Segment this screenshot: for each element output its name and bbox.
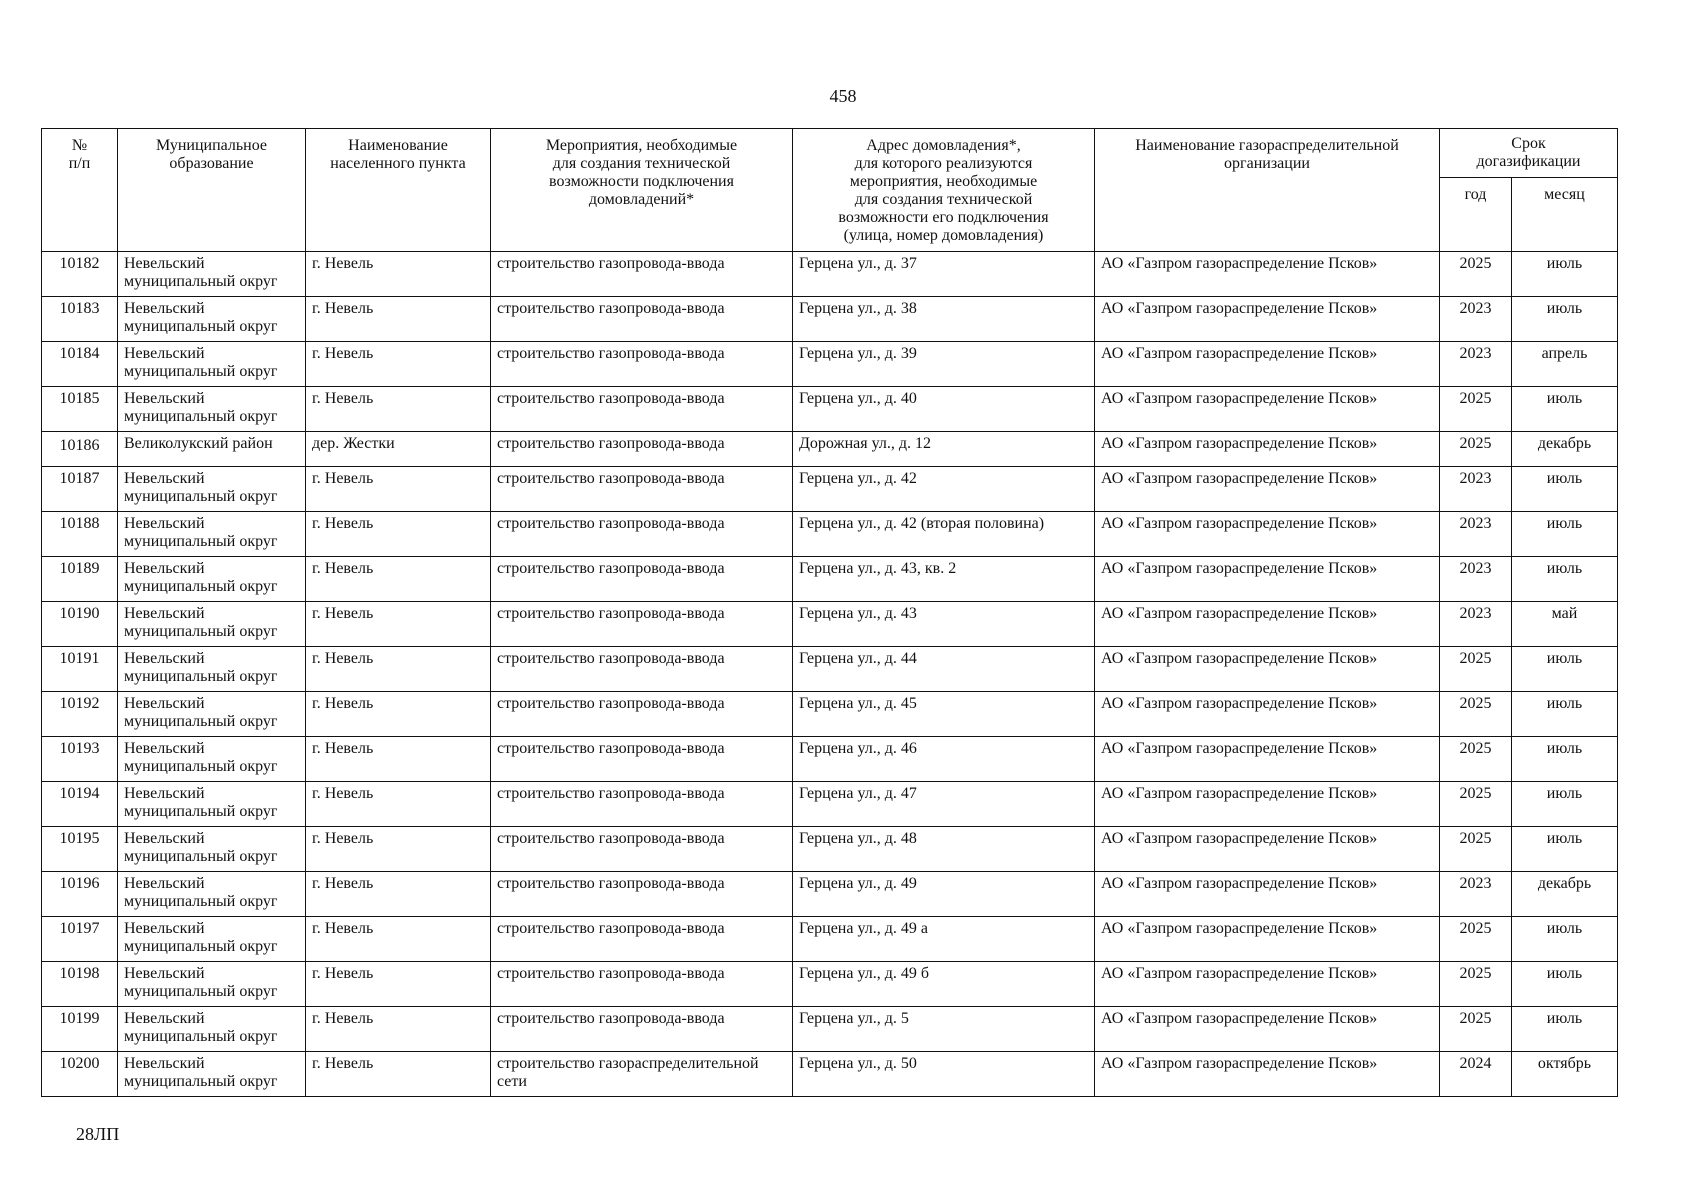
cell-address: Герцена ул., д. 46 bbox=[793, 737, 1095, 782]
cell-settlement: г. Невель bbox=[306, 872, 491, 917]
table-row bbox=[42, 872, 1618, 917]
header-measures: Мероприятия, необходимые для создания технической возможности подключения домовладений* bbox=[491, 129, 793, 252]
table-row bbox=[42, 297, 1618, 342]
gasification-table bbox=[41, 128, 1618, 1097]
cell-municipality: Невельский муниципальный округ bbox=[118, 1052, 306, 1097]
cell-year: 2023 bbox=[1440, 512, 1512, 557]
cell-month: апрель bbox=[1512, 342, 1618, 387]
cell-gas-org: АО «Газпром газораспределение Псков» bbox=[1095, 297, 1440, 342]
table-row bbox=[42, 1052, 1618, 1097]
cell-year: 2023 bbox=[1440, 297, 1512, 342]
cell-address: Герцена ул., д. 42 (вторая половина) bbox=[793, 512, 1095, 557]
cell-gas-org: АО «Газпром газораспределение Псков» bbox=[1095, 827, 1440, 872]
cell-gas-org: АО «Газпром газораспределение Псков» bbox=[1095, 1052, 1440, 1097]
cell-municipality: Невельский муниципальный округ bbox=[118, 602, 306, 647]
cell-settlement: г. Невель bbox=[306, 387, 491, 432]
cell-municipality: Невельский муниципальный округ bbox=[118, 647, 306, 692]
cell-address: Герцена ул., д. 43, кв. 2 bbox=[793, 557, 1095, 602]
cell-num: 10193 bbox=[42, 737, 118, 782]
cell-municipality: Невельский муниципальный округ bbox=[118, 962, 306, 1007]
cell-settlement: г. Невель bbox=[306, 342, 491, 387]
cell-year: 2023 bbox=[1440, 467, 1512, 512]
cell-municipality: Невельский муниципальный округ bbox=[118, 467, 306, 512]
table-row bbox=[42, 962, 1618, 1007]
cell-gas-org: АО «Газпром газораспределение Псков» bbox=[1095, 692, 1440, 737]
cell-year: 2025 bbox=[1440, 737, 1512, 782]
cell-address: Герцена ул., д. 44 bbox=[793, 647, 1095, 692]
cell-settlement: г. Невель bbox=[306, 602, 491, 647]
cell-month: июль bbox=[1512, 557, 1618, 602]
cell-num: 10188 bbox=[42, 512, 118, 557]
table-body bbox=[42, 252, 1618, 1097]
cell-municipality: Невельский муниципальный округ bbox=[118, 1007, 306, 1052]
cell-year: 2025 bbox=[1440, 782, 1512, 827]
cell-address: Герцена ул., д. 45 bbox=[793, 692, 1095, 737]
cell-num: 10183 bbox=[42, 297, 118, 342]
cell-month: июль bbox=[1512, 387, 1618, 432]
cell-settlement: г. Невель bbox=[306, 782, 491, 827]
cell-gas-org: АО «Газпром газораспределение Псков» bbox=[1095, 1007, 1440, 1052]
cell-year: 2025 bbox=[1440, 692, 1512, 737]
cell-municipality: Невельский муниципальный округ bbox=[118, 782, 306, 827]
cell-settlement: г. Невель bbox=[306, 297, 491, 342]
cell-month: декабрь bbox=[1512, 872, 1618, 917]
cell-month: июль bbox=[1512, 917, 1618, 962]
cell-address: Герцена ул., д. 37 bbox=[793, 252, 1095, 297]
cell-gas-org: АО «Газпром газораспределение Псков» bbox=[1095, 737, 1440, 782]
cell-address: Дорожная ул., д. 12 bbox=[793, 432, 1095, 467]
cell-month: июль bbox=[1512, 647, 1618, 692]
cell-settlement: г. Невель bbox=[306, 692, 491, 737]
cell-gas-org: АО «Газпром газораспределение Псков» bbox=[1095, 782, 1440, 827]
cell-measures: строительство газопровода-ввода bbox=[491, 962, 793, 1007]
cell-measures: строительство газопровода-ввода bbox=[491, 252, 793, 297]
cell-num: 10200 bbox=[42, 1052, 118, 1097]
header-gas-org: Наименование газораспределительной организации bbox=[1095, 129, 1440, 252]
cell-settlement: г. Невель bbox=[306, 827, 491, 872]
cell-municipality: Невельский муниципальный округ bbox=[118, 692, 306, 737]
cell-address: Герцена ул., д. 43 bbox=[793, 602, 1095, 647]
cell-num: 10182 bbox=[42, 252, 118, 297]
cell-settlement: г. Невель bbox=[306, 467, 491, 512]
cell-gas-org: АО «Газпром газораспределение Псков» bbox=[1095, 557, 1440, 602]
cell-year: 2025 bbox=[1440, 827, 1512, 872]
cell-address: Герцена ул., д. 38 bbox=[793, 297, 1095, 342]
cell-num: 10195 bbox=[42, 827, 118, 872]
cell-municipality: Невельский муниципальный округ bbox=[118, 512, 306, 557]
cell-gas-org: АО «Газпром газораспределение Псков» bbox=[1095, 467, 1440, 512]
cell-year: 2025 bbox=[1440, 432, 1512, 467]
cell-measures: строительство газопровода-ввода bbox=[491, 557, 793, 602]
table-row bbox=[42, 782, 1618, 827]
cell-municipality: Невельский муниципальный округ bbox=[118, 917, 306, 962]
cell-address: Герцена ул., д. 49 а bbox=[793, 917, 1095, 962]
cell-gas-org: АО «Газпром газораспределение Псков» bbox=[1095, 387, 1440, 432]
cell-num: 10184 bbox=[42, 342, 118, 387]
cell-municipality: Невельский муниципальный округ bbox=[118, 827, 306, 872]
table-row bbox=[42, 917, 1618, 962]
cell-measures: строительство газопровода-ввода bbox=[491, 387, 793, 432]
table-row bbox=[42, 647, 1618, 692]
cell-num: 10199 bbox=[42, 1007, 118, 1052]
cell-measures: строительство газопровода-ввода bbox=[491, 297, 793, 342]
cell-num: 10191 bbox=[42, 647, 118, 692]
cell-gas-org: АО «Газпром газораспределение Псков» bbox=[1095, 602, 1440, 647]
cell-num: 10186 bbox=[42, 432, 118, 467]
cell-address: Герцена ул., д. 50 bbox=[793, 1052, 1095, 1097]
cell-year: 2025 bbox=[1440, 1007, 1512, 1052]
table-row bbox=[42, 602, 1618, 647]
cell-municipality: Великолукский район bbox=[118, 432, 306, 467]
table-row bbox=[42, 827, 1618, 872]
cell-address: Герцена ул., д. 48 bbox=[793, 827, 1095, 872]
cell-settlement: г. Невель bbox=[306, 512, 491, 557]
cell-settlement: г. Невель bbox=[306, 557, 491, 602]
cell-month: июль bbox=[1512, 782, 1618, 827]
header-month: месяц bbox=[1512, 177, 1618, 251]
cell-year: 2025 bbox=[1440, 917, 1512, 962]
cell-municipality: Невельский муниципальный округ bbox=[118, 872, 306, 917]
cell-month: июль bbox=[1512, 297, 1618, 342]
cell-address: Герцена ул., д. 42 bbox=[793, 467, 1095, 512]
header-num: № п/п bbox=[42, 129, 118, 252]
header-address: Адрес домовладения*, для которого реализуются мероприятия, необходимые для создания технической возможности его подключения (улица, номер домовладения) bbox=[793, 129, 1095, 252]
cell-month: июль bbox=[1512, 1007, 1618, 1052]
header-municipality: Муниципальное образование bbox=[118, 129, 306, 252]
cell-num: 10192 bbox=[42, 692, 118, 737]
page-number: 458 bbox=[829, 86, 857, 106]
cell-num: 10190 bbox=[42, 602, 118, 647]
cell-year: 2024 bbox=[1440, 1052, 1512, 1097]
cell-measures: строительство газопровода-ввода bbox=[491, 342, 793, 387]
table-row bbox=[42, 342, 1618, 387]
cell-measures: строительство газопровода-ввода bbox=[491, 647, 793, 692]
cell-month: октябрь bbox=[1512, 1052, 1618, 1097]
table-row bbox=[42, 557, 1618, 602]
header-year: год bbox=[1440, 177, 1512, 251]
cell-num: 10197 bbox=[42, 917, 118, 962]
cell-settlement: г. Невель bbox=[306, 252, 491, 297]
cell-year: 2023 bbox=[1440, 342, 1512, 387]
cell-measures: строительство газопровода-ввода bbox=[491, 432, 793, 467]
cell-settlement: г. Невель bbox=[306, 962, 491, 1007]
cell-month: июль bbox=[1512, 512, 1618, 557]
table-row bbox=[42, 467, 1618, 512]
cell-measures: строительство газопровода-ввода bbox=[491, 1007, 793, 1052]
cell-month: июль bbox=[1512, 467, 1618, 512]
table-row bbox=[42, 432, 1618, 467]
cell-measures: строительство газопровода-ввода bbox=[491, 827, 793, 872]
cell-gas-org: АО «Газпром газораспределение Псков» bbox=[1095, 252, 1440, 297]
cell-address: Герцена ул., д. 47 bbox=[793, 782, 1095, 827]
cell-measures: строительство газопровода-ввода bbox=[491, 512, 793, 557]
cell-municipality: Невельский муниципальный округ bbox=[118, 252, 306, 297]
cell-measures: строительство газопровода-ввода bbox=[491, 737, 793, 782]
cell-num: 10187 bbox=[42, 467, 118, 512]
cell-address: Герцена ул., д. 49 bbox=[793, 872, 1095, 917]
cell-month: июль bbox=[1512, 692, 1618, 737]
cell-gas-org: АО «Газпром газораспределение Псков» bbox=[1095, 917, 1440, 962]
cell-measures: строительство газопровода-ввода bbox=[491, 872, 793, 917]
table-row bbox=[42, 387, 1618, 432]
cell-municipality: Невельский муниципальный округ bbox=[118, 387, 306, 432]
cell-month: июль bbox=[1512, 737, 1618, 782]
cell-year: 2023 bbox=[1440, 602, 1512, 647]
footer-code: 28ЛП bbox=[76, 1124, 120, 1144]
cell-num: 10189 bbox=[42, 557, 118, 602]
table-row bbox=[42, 737, 1618, 782]
cell-gas-org: АО «Газпром газораспределение Псков» bbox=[1095, 647, 1440, 692]
cell-gas-org: АО «Газпром газораспределение Псков» bbox=[1095, 962, 1440, 1007]
cell-measures: строительство газопровода-ввода bbox=[491, 917, 793, 962]
cell-settlement: г. Невель bbox=[306, 647, 491, 692]
cell-address: Герцена ул., д. 49 б bbox=[793, 962, 1095, 1007]
cell-year: 2025 bbox=[1440, 962, 1512, 1007]
cell-year: 2023 bbox=[1440, 557, 1512, 602]
cell-address: Герцена ул., д. 5 bbox=[793, 1007, 1095, 1052]
header-term: Срок догазификации bbox=[1440, 129, 1618, 178]
cell-month: май bbox=[1512, 602, 1618, 647]
cell-num: 10196 bbox=[42, 872, 118, 917]
table-row bbox=[42, 512, 1618, 557]
cell-municipality: Невельский муниципальный округ bbox=[118, 342, 306, 387]
cell-month: июль bbox=[1512, 252, 1618, 297]
cell-month: декабрь bbox=[1512, 432, 1618, 467]
cell-year: 2025 bbox=[1440, 387, 1512, 432]
cell-measures: строительство газопровода-ввода bbox=[491, 467, 793, 512]
cell-address: Герцена ул., д. 40 bbox=[793, 387, 1095, 432]
cell-measures: строительство газопровода-ввода bbox=[491, 782, 793, 827]
cell-month: июль bbox=[1512, 827, 1618, 872]
cell-gas-org: АО «Газпром газораспределение Псков» bbox=[1095, 512, 1440, 557]
cell-measures: строительство газораспределительной сети bbox=[491, 1052, 793, 1097]
cell-gas-org: АО «Газпром газораспределение Псков» bbox=[1095, 432, 1440, 467]
cell-year: 2023 bbox=[1440, 872, 1512, 917]
cell-measures: строительство газопровода-ввода bbox=[491, 602, 793, 647]
cell-year: 2025 bbox=[1440, 252, 1512, 297]
cell-num: 10194 bbox=[42, 782, 118, 827]
cell-municipality: Невельский муниципальный округ bbox=[118, 737, 306, 782]
cell-municipality: Невельский муниципальный округ bbox=[118, 297, 306, 342]
cell-settlement: г. Невель bbox=[306, 1007, 491, 1052]
cell-settlement: дер. Жестки bbox=[306, 432, 491, 467]
cell-gas-org: АО «Газпром газораспределение Псков» bbox=[1095, 342, 1440, 387]
cell-settlement: г. Невель bbox=[306, 917, 491, 962]
table-row bbox=[42, 252, 1618, 297]
cell-measures: строительство газопровода-ввода bbox=[491, 692, 793, 737]
cell-year: 2025 bbox=[1440, 647, 1512, 692]
cell-municipality: Невельский муниципальный округ bbox=[118, 557, 306, 602]
cell-gas-org: АО «Газпром газораспределение Псков» bbox=[1095, 872, 1440, 917]
cell-month: июль bbox=[1512, 962, 1618, 1007]
cell-num: 10185 bbox=[42, 387, 118, 432]
cell-settlement: г. Невель bbox=[306, 1052, 491, 1097]
cell-num: 10198 bbox=[42, 962, 118, 1007]
table-row bbox=[42, 1007, 1618, 1052]
cell-address: Герцена ул., д. 39 bbox=[793, 342, 1095, 387]
header-settlement: Наименование населенного пункта bbox=[306, 129, 491, 252]
table-row bbox=[42, 692, 1618, 737]
cell-settlement: г. Невель bbox=[306, 737, 491, 782]
